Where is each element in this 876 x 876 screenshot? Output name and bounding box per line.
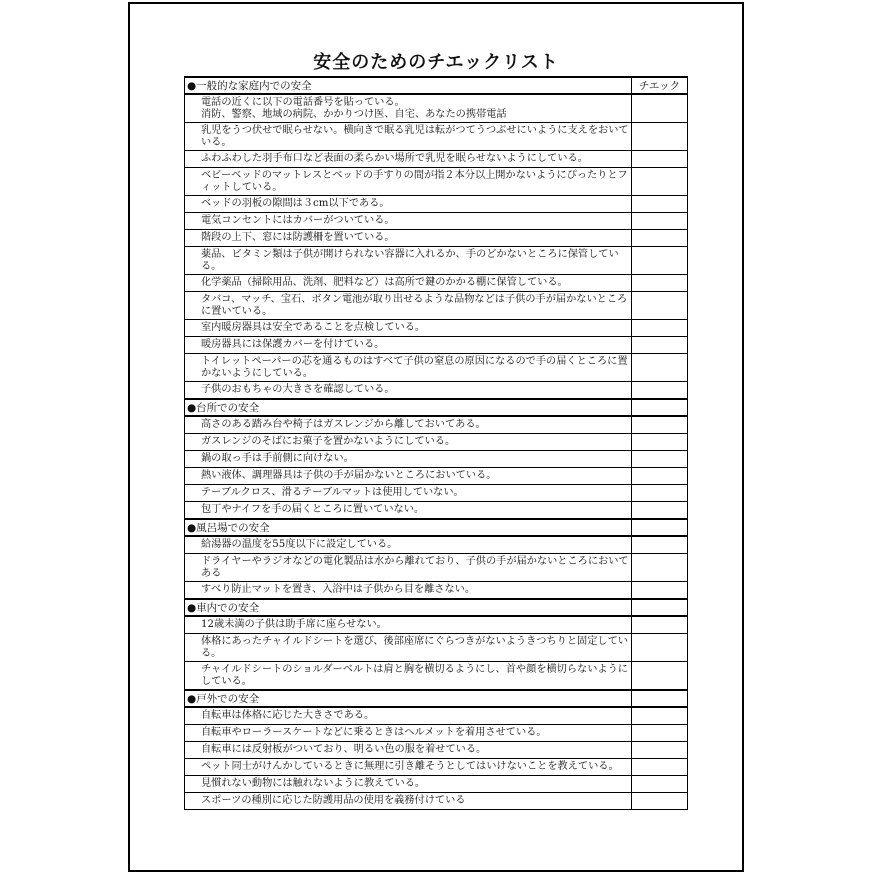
checklist-item-row — [185, 725, 688, 742]
section-header-row — [185, 690, 688, 707]
checklist-item-text: ドライヤーやラジオなどの電化製品は水から離れており、子供の手が届かないところにおいてある — [185, 554, 632, 582]
checklist-item-row — [185, 554, 688, 582]
checklist-item-row — [185, 123, 688, 151]
checklist-item-text: タバコ、マッチ、宝石、ボタン電池が取り出せるような品物などは子供の手が届かないところに置いている。 — [185, 292, 632, 320]
checklist-item-text: 給湯器の温度を55度以下に設定している。 — [185, 536, 632, 554]
checklist-item-row — [185, 634, 688, 662]
checklist-item-row — [185, 742, 688, 759]
checklist-item-text: 高さのある踏み台や椅子はガスレンジから離しておいてある。 — [185, 416, 632, 434]
checklist-item-row — [185, 468, 688, 485]
check-cell[interactable] — [632, 725, 688, 742]
checklist-item-text: 階段の上下、窓には防護柵を置いている。 — [185, 230, 632, 247]
checklist-item-text: 自転車は体格に応じた大きさである。 — [185, 707, 632, 725]
check-cell[interactable] — [632, 616, 688, 634]
checklist-item-row — [185, 451, 688, 468]
checklist-item-text: 電気コンセントにはカバーがついている。 — [185, 213, 632, 230]
check-cell[interactable] — [632, 759, 688, 776]
check-column-header: チエック — [632, 77, 688, 94]
check-cell[interactable] — [632, 634, 688, 662]
check-cell[interactable] — [632, 599, 688, 616]
checklist-item-row — [185, 213, 688, 230]
check-cell[interactable] — [632, 151, 688, 168]
check-cell[interactable] — [632, 247, 688, 275]
page-title: 安全のためのチエックリスト — [313, 52, 559, 73]
checklist-item-row — [185, 382, 688, 400]
checklist-item-row — [185, 337, 688, 354]
checklist-item-row — [185, 502, 688, 520]
checklist-item-row — [185, 434, 688, 451]
checklist-page — [128, 2, 744, 872]
section-header-row — [185, 77, 688, 94]
checklist-item-text: 熱い液体、調理器具は子供の手が届かないところにおいている。 — [185, 468, 632, 485]
checklist-item-row — [185, 292, 688, 320]
checklist-item-text: 自転車やローラースケートなどに乗るときはヘルメットを着用させている。 — [185, 725, 632, 742]
check-cell[interactable] — [632, 582, 688, 600]
check-cell[interactable] — [632, 275, 688, 292]
checklist-item-text: ベッドの羽板の隙間は３cm以下である。 — [185, 196, 632, 213]
checklist-item-row — [185, 582, 688, 600]
check-cell[interactable] — [632, 230, 688, 247]
check-cell[interactable] — [632, 742, 688, 759]
checklist-item-text: 化学薬品（掃除用品、洗剤、肥料など）は高所で鍵のかかる棚に保管している。 — [185, 275, 632, 292]
checklist-item-text: 薬品、ビタミン類は子供が開けられない容器に入れるか、手のどかないところに保管している。 — [185, 247, 632, 275]
checklist-item-text: 暖房器具には保護カバーを付けている。 — [185, 337, 632, 354]
checklist-item-text: スポーツの種別に応じた防護用品の使用を義務付けている — [185, 793, 632, 810]
checklist-item-text: 自転車には反射板がついており、明るい色の服を着せている。 — [185, 742, 632, 759]
check-cell[interactable] — [632, 94, 688, 123]
check-cell[interactable] — [632, 213, 688, 230]
checklist-item-row — [185, 354, 688, 382]
checklist-item-row — [185, 616, 688, 634]
checklist-table — [184, 76, 688, 810]
section-header-row — [185, 519, 688, 536]
check-cell[interactable] — [632, 554, 688, 582]
checklist-item-row — [185, 94, 688, 123]
section-header-row — [185, 599, 688, 616]
check-cell[interactable] — [632, 502, 688, 520]
check-cell[interactable] — [632, 776, 688, 793]
check-cell[interactable] — [632, 416, 688, 434]
checklist-item-row — [185, 662, 688, 691]
check-cell[interactable] — [632, 793, 688, 810]
check-cell[interactable] — [632, 382, 688, 400]
checklist-item-text: 見慣れない動物には触れないように教えている。 — [185, 776, 632, 793]
checklist-item-row — [185, 320, 688, 337]
checklist-item-text: 12歳未満の子供は助手席に座らせない。 — [185, 616, 632, 634]
checklist-item-text: 包丁やナイフを手の届くところに置いていない。 — [185, 502, 632, 520]
checklist-item-text: ペット同士がけんかしているときに無理に引き離そうとしてはいけないことを教えている。 — [185, 759, 632, 776]
section-title: ●台所での安全 — [185, 399, 632, 416]
check-cell[interactable] — [632, 292, 688, 320]
checklist-item-row — [185, 168, 688, 196]
check-cell[interactable] — [632, 536, 688, 554]
checklist-item-text: 体格にあったチャイルドシートを選び、後部座席にぐらつきがないようきつちりと固定している。 — [185, 634, 632, 662]
checklist-item-row — [185, 776, 688, 793]
check-cell[interactable] — [632, 168, 688, 196]
checklist-item-row — [185, 536, 688, 554]
check-cell[interactable] — [632, 337, 688, 354]
checklist-item-row — [185, 707, 688, 725]
checklist-body — [185, 77, 688, 810]
section-title: ●戸外での安全 — [185, 690, 632, 707]
checklist-item-row — [185, 416, 688, 434]
check-cell[interactable] — [632, 354, 688, 382]
checklist-item-text: 子供のおもちゃの大きさを確認している。 — [185, 382, 632, 400]
checklist-item-text: 室内暖房器具は安全であることを点検している。 — [185, 320, 632, 337]
checklist-item-row — [185, 759, 688, 776]
checklist-item-text: 電話の近くに以下の電話番号を貼っている。 消防、警察、地域の病院、かかりつけ医、自宅、あなたの携帯電話 — [185, 94, 632, 123]
check-cell[interactable] — [632, 707, 688, 725]
checklist-item-text: ふわふわした羽手布口など表面の柔らかい場所で乳児を眠らせないようにしている。 — [185, 151, 632, 168]
check-cell[interactable] — [632, 320, 688, 337]
checklist-item-text: テーブルクロス、滑るテーブルマットは使用していない。 — [185, 485, 632, 502]
check-cell[interactable] — [632, 451, 688, 468]
checklist-item-text: ベビーベッドのマットレスとベッドの手すりの間が指２本分以上開かないようにぴったりとフィットしている。 — [185, 168, 632, 196]
checklist-item-row — [185, 275, 688, 292]
check-cell[interactable] — [632, 434, 688, 451]
checklist-item-text: ガスレンジのそばにお菓子を置かないようにしている。 — [185, 434, 632, 451]
check-cell[interactable] — [632, 468, 688, 485]
checklist-item-text: 乳児をうつ伏せで眠らせない。横向きで眠る乳児は転がつてうつぶせにいように支えをおいている。 — [185, 123, 632, 151]
checklist-item-row — [185, 151, 688, 168]
checklist-item-row — [185, 230, 688, 247]
section-title: ●一般的な家庭内での安全 — [185, 77, 632, 94]
check-cell[interactable] — [632, 123, 688, 151]
checklist-item-text: チャイルドシートのショルダーベルトは肩と胸を横切るようにし、首や顔を横切らないようにしている。 — [185, 662, 632, 691]
check-cell[interactable] — [632, 519, 688, 536]
check-cell[interactable] — [632, 690, 688, 707]
check-cell[interactable] — [632, 399, 688, 416]
checklist-item-row — [185, 485, 688, 502]
check-cell[interactable] — [632, 196, 688, 213]
checklist-item-row — [185, 793, 688, 810]
section-title: ●風呂場での安全 — [185, 519, 632, 536]
checklist-item-text: すべり防止マットを置き、入浴中は子供から目を離さない。 — [185, 582, 632, 600]
checklist-item-row — [185, 247, 688, 275]
section-header-row — [185, 399, 688, 416]
checklist-item-row — [185, 196, 688, 213]
check-cell[interactable] — [632, 485, 688, 502]
section-title: ●車内での安全 — [185, 599, 632, 616]
checklist-item-text: 鍋の取っ手は手前側に向けない。 — [185, 451, 632, 468]
checklist-item-text: トイレットペーパーの芯を通るものはすべて子供の窒息の原因になるので手の届くところに置かないようにしている。 — [185, 354, 632, 382]
check-cell[interactable] — [632, 662, 688, 691]
